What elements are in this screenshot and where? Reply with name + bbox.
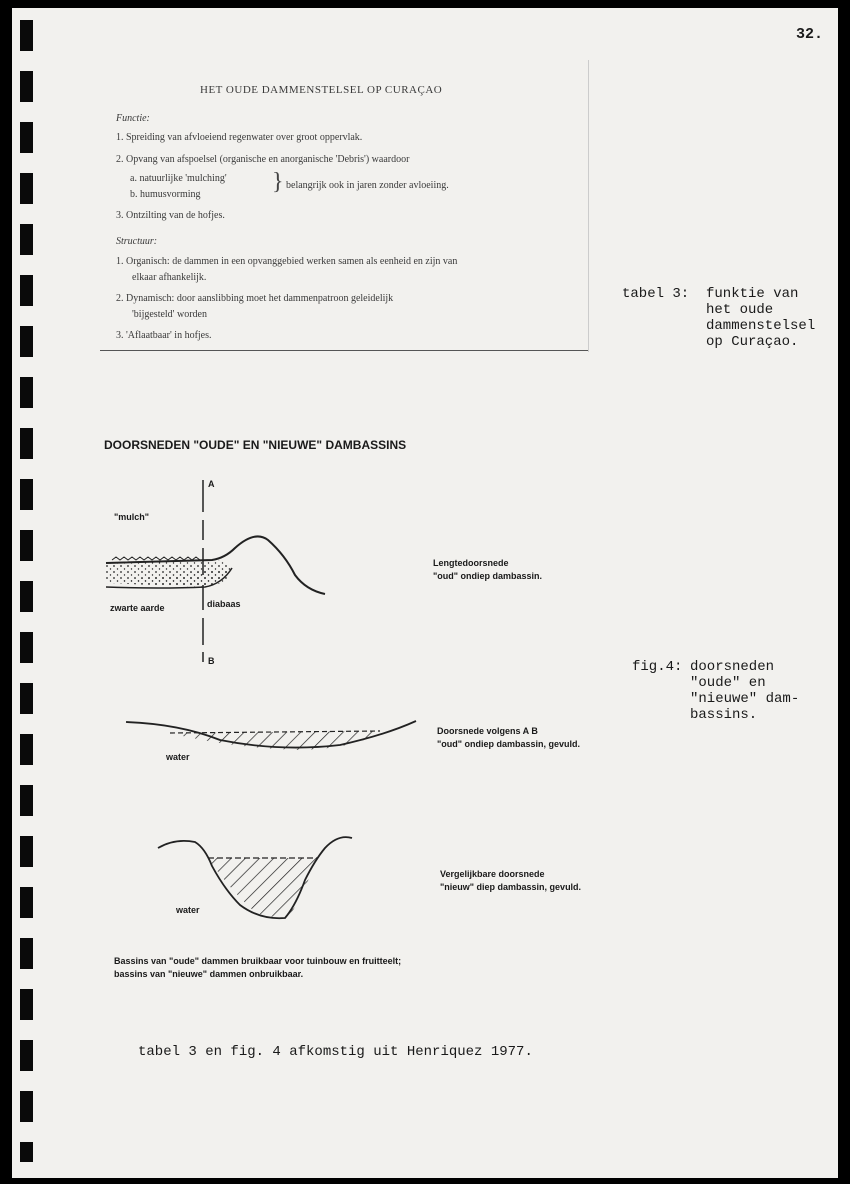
label-mulch: "mulch": [114, 512, 150, 522]
label-diabaas: diabaas: [207, 599, 241, 609]
figure-caption-label: fig.4:: [632, 659, 683, 675]
section-description: "nieuw" diep dambassin, gevuld.: [440, 882, 582, 892]
functie-subnote: belangrijk ook in jaren zonder avloeiing.: [286, 180, 449, 191]
longitudinal-section-drawing: [106, 480, 325, 662]
section-description: Lengtedoorsnede: [433, 558, 509, 568]
structuur-item: 'bijgesteld' worden: [132, 309, 207, 320]
label-zwarte-aarde: zwarte aarde: [110, 603, 165, 613]
functie-heading: Functie:: [116, 113, 150, 124]
brace-icon: }: [272, 169, 284, 195]
label-water: water: [166, 752, 190, 762]
source-footnote: tabel 3 en fig. 4 afkomstig uit Henriquez 1977.: [138, 1044, 533, 1060]
structuur-item: 2. Dynamisch: door aanslibbing moet het dammenpatroon geleidelijk: [116, 293, 394, 304]
figure-caption-line: doorsneden: [690, 659, 775, 675]
figure-title: DOORSNEDEN "OUDE" EN "NIEUWE" DAMBASSINS: [104, 438, 407, 452]
functie-subitem: b. humusvorming: [130, 189, 201, 200]
figure-note: Bassins van "oude" dammen bruikbaar voor tuinbouw en fruitteelt;: [114, 956, 402, 966]
structuur-item: elkaar afhankelijk.: [132, 272, 207, 283]
table-caption-line: het oude: [706, 302, 774, 318]
label-a: A: [208, 479, 215, 489]
structuur-item: 1. Organisch: de dammen in een opvanggebied werken samen als eenheid en zijn van: [116, 256, 458, 267]
label-b: B: [208, 656, 215, 666]
figure-caption-line: "nieuwe" dam-: [690, 691, 800, 707]
structuur-heading: Structuur:: [116, 236, 158, 247]
section-description: Doorsnede volgens A B: [437, 726, 538, 736]
section-description: Vergelijkbare doorsnede: [440, 869, 545, 879]
page-number: 32.: [796, 26, 824, 43]
functie-item: 3. Ontzilting van de hofjes.: [116, 210, 225, 221]
section-description: "oud" ondiep dambassin.: [433, 571, 543, 581]
functie-item: 1. Spreiding van afvloeiend regenwater over groot oppervlak.: [116, 132, 363, 143]
table-caption-line: dammenstelsel: [706, 318, 816, 334]
table-caption-line: funktie van: [706, 286, 799, 302]
section-ab-drawing: [126, 721, 416, 750]
section-description: "oud" ondiep dambassin, gevuld.: [437, 739, 581, 749]
functie-subitem: a. natuurlijke 'mulching': [130, 173, 227, 184]
figure-caption-line: bassins.: [690, 707, 758, 723]
table-caption-line: op Curaçao.: [706, 334, 799, 350]
functie-item: 2. Opvang van afspoelsel (organische en anorganische 'Debris') waardoor: [116, 154, 410, 165]
label-water: water: [176, 905, 200, 915]
figure-note: bassins van "nieuwe" dammen onbruikbaar.: [114, 969, 304, 979]
table-title: HET OUDE DAMMENSTELSEL OP CURAÇAO: [200, 84, 443, 96]
figure-caption-line: "oude" en: [690, 675, 766, 691]
structuur-item: 3. 'Aflaatbaar' in hofjes.: [116, 330, 212, 341]
table-caption-label: tabel 3:: [622, 286, 690, 302]
